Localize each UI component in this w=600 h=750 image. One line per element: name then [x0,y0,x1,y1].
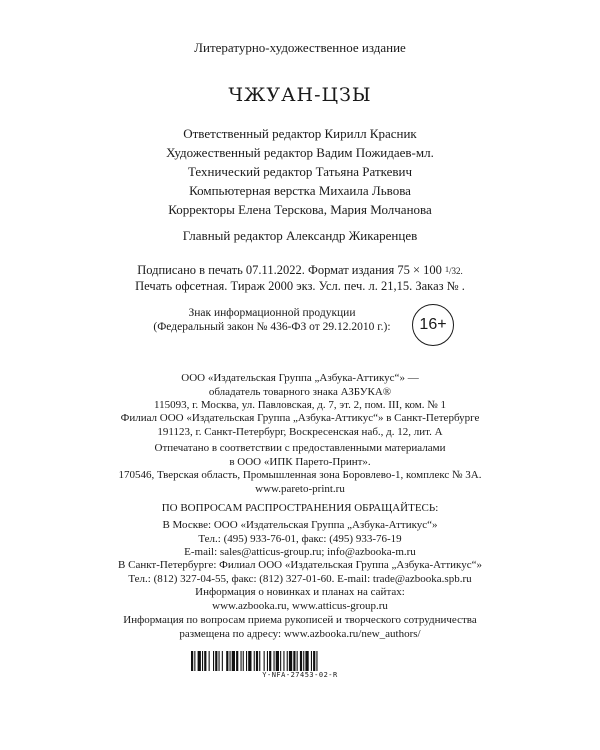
credit-line: Компьютерная верстка Михаила Львова [189,183,411,198]
branch-address: 191123, г. Санкт-Петербург, Воскресенская наб., д. 12, лит. А [157,425,443,438]
distribution-heading: ПО ВОПРОСАМ РАСПРОСТРАНЕНИЯ ОБРАЩАЙТЕСЬ: [161,502,439,514]
barcode-bar [276,651,279,671]
printed-block [0,442,600,496]
publisher-block [0,372,600,413]
moscow-phone: Тел.: (495) 933-76-01, факс: (495) 933-76-19 [198,532,402,545]
barcode-bar [283,651,284,671]
news-line: Информация о новинках и планах на сайтах: [195,586,405,598]
barcode-bar [313,651,315,671]
barcode-bar [246,651,247,671]
barcode-bar [230,651,231,671]
chief-editor: Главный редактор Александр Жикаренцев [182,228,418,243]
age-rating-label [143,306,401,334]
barcode-bar [222,651,223,671]
printed-address: 170546, Тверская область, Промышленная зона Боровлево-1, комплекс № 3А. [118,469,482,481]
spb-phone: Тел.: (812) 327-04-55, факс: (812) 327-01-60. E-mail: trade@azbooka.spb.ru [128,572,472,585]
printer-website: www.pareto-print.ru [255,482,345,495]
age-rating-badge: 16+ [412,304,454,346]
barcode-bar [305,651,308,671]
barcode-number: Y-NFA-27453-02-R [262,671,338,679]
edition-type: Литературно-художественное издание [194,40,406,55]
barcode-bar [256,651,258,671]
barcode-icon [191,651,413,671]
authors-line: Информация по вопросам приема рукописей и творческого сотрудничества [123,614,477,626]
barcode-bar [280,651,281,671]
authors-block [0,614,600,641]
barcode-bar [209,651,210,671]
print-info-line2: Печать офсетная. Тираж 2000 экз. Усл. печ. л. 21,15. Заказ № . [135,279,465,293]
branch-block [0,412,600,439]
branch-line: Филиал ООО «Издательская Группа „Азбука-Аттикус“» в Санкт-Петербурге [120,412,480,424]
barcode-bar [226,651,228,671]
publisher-address: 115093, г. Москва, ул. Павловская, д. 7, эт. 2, пом. III, ком. № 1 [153,399,446,411]
barcode-bar [311,651,312,671]
credit-line: Технический редактор Татьяна Раткевич [187,164,413,179]
format-sup: 1 [445,265,450,274]
barcode-bar [198,651,201,671]
barcode-bar [236,651,238,671]
publisher-line: обладатель товарного знака АЗБУКА® [208,385,392,398]
barcode-bar [191,651,193,671]
credit-line: Корректоры Елена Терскова, Мария Молчанова [168,202,432,217]
barcode-bar [248,651,251,671]
barcode-bar [267,651,268,671]
barcode-bar [215,651,217,671]
age-rating-law: (Федеральный закон № 436-ФЗ от 29.12.2010 г.): [153,321,391,333]
printed-line: Отпечатано в соответствии с предоставленными материалами [154,442,446,454]
publisher-line: ООО «Издательская Группа „Азбука-Аттикус“» — [181,372,419,384]
printed-line: в ООО «ИПК Парето-Принт». [229,455,371,468]
barcode-bar [259,651,260,671]
barcode-bar [204,651,206,671]
barcode-bar [300,651,302,671]
barcode-bar [269,651,271,671]
authors-url: размещена по адресу: www.azbooka.ru/new_authors/ [179,627,421,640]
barcode-bar [303,651,304,671]
spb-contacts [0,559,600,586]
barcode-bar [287,651,288,671]
age-rating-line: Знак информационной продукции [188,307,356,319]
format-sub: /32. [449,266,463,276]
barcode-bar [289,651,292,671]
book-title: ЧЖУАН-ЦЗЫ [228,84,372,106]
barcode-bar [264,651,265,671]
credits-block [0,124,600,245]
moscow-contacts [0,519,600,560]
barcode-bar [243,651,244,671]
barcode-bar [219,651,220,671]
barcode-bar [194,651,195,671]
credit-line: Ответственный редактор Кирилл Красник [183,126,417,141]
barcode-bar [213,651,214,671]
print-info-text: Подписано в печать 07.11.2022. Формат издания 75 × 100 [137,263,446,277]
news-sites: www.azbooka.ru, www.atticus-group.ru [212,599,388,612]
credit-line: Художественный редактор Вадим Пожидаев-мл. [166,145,434,160]
barcode-bar [202,651,203,671]
moscow-email: E-mail: sales@atticus-group.ru; info@azbooka-m.ru [184,546,416,558]
spb-line: В Санкт-Петербурге: Филиал ООО «Издательская Группа „Азбука-Аттикус“» [118,559,482,571]
barcode-bar [297,651,298,671]
print-info-line1 [0,262,600,279]
news-block [0,586,600,613]
barcode-bar [293,651,295,671]
barcode-bar [316,651,317,671]
barcode-bar [254,651,255,671]
barcode-bar [241,651,242,671]
moscow-line: В Москве: ООО «Издательская Группа „Азбука-Аттикус“» [162,519,438,531]
barcode-bar [274,651,275,671]
barcode-bar [232,651,235,671]
